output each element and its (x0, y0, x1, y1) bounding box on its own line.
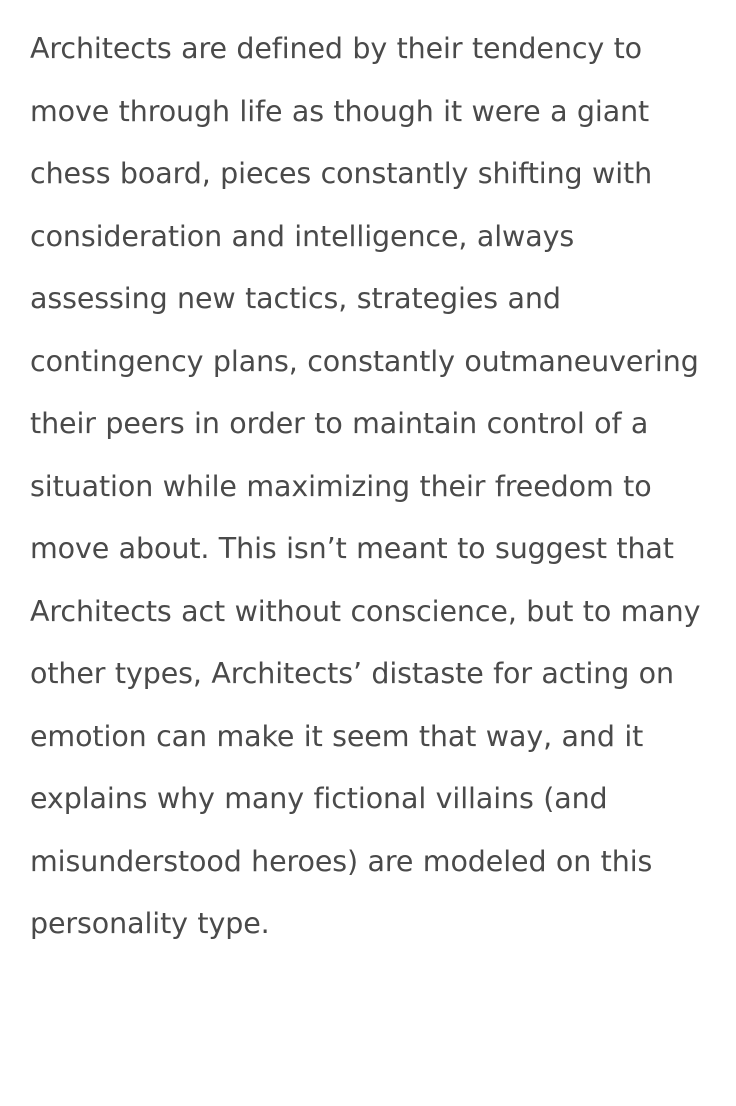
paragraph-architects-description: Architects are defined by their tendency to move through life as though it were a giant chess board, pieces constantly shifting with consideration and intelligence, always assessing new tactics, strategies and contingency plans, constantly outmaneuvering their peers in order to maintain control of a situation while maximizing their freedom to move about. This isn’t meant to suggest that Architects act without conscience, but to many other types, Architects’ distaste for acting on emotion can make it seem that way, and it explains why many fictional villains (and misunderstood heroes) are modeled on this personality type. (30, 32, 701, 940)
